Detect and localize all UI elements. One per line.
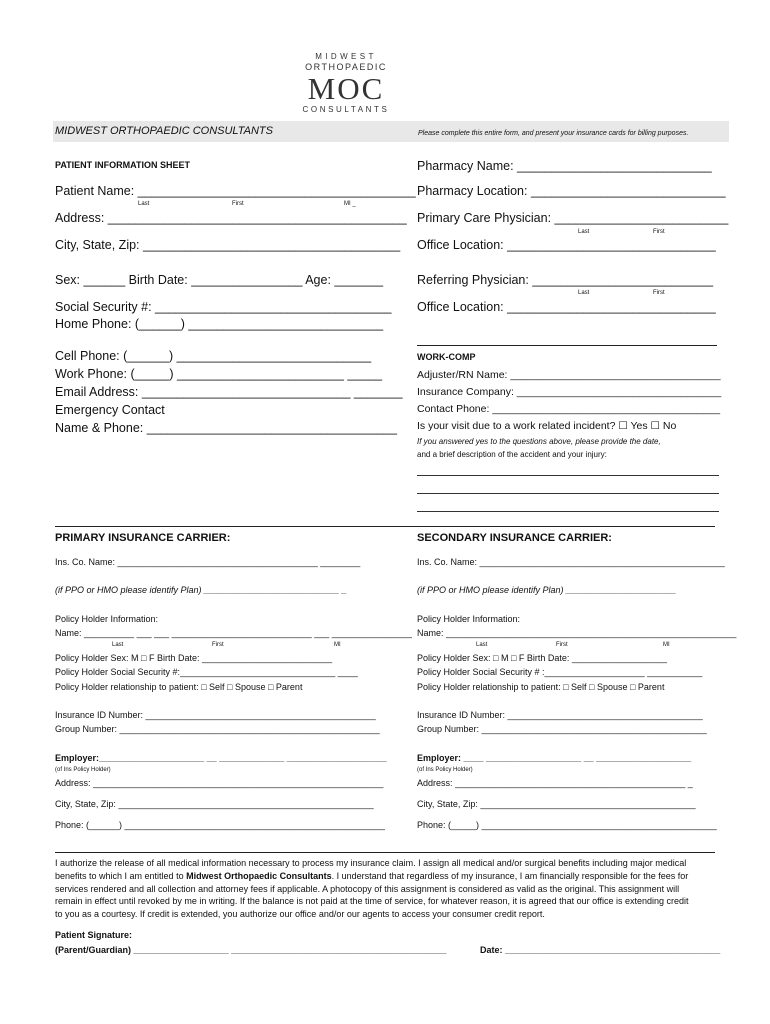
ssn-field[interactable]: Social Security #: __________________________________: [55, 300, 392, 314]
auth-line-5: to you as a courtesy. If credit is extended, you authorize our office and/or our agents to access your consumer credit report.: [55, 909, 545, 920]
primary-employer-field[interactable]: Employer:_____________________ __ _____________ ____________________: [55, 753, 387, 763]
ref-last-label: Last: [578, 290, 590, 296]
primary-ssn-field[interactable]: Policy Holder Social Security #:_______________________________ ____: [55, 667, 358, 677]
secondary-policy-info-label: Policy Holder Information:: [417, 614, 521, 624]
primary-phone-field[interactable]: Phone: (______) ____________________________________________________: [55, 820, 385, 830]
divider: [417, 345, 717, 346]
auth-org-name: Midwest Orthopaedic Consultants: [186, 870, 332, 881]
sex-birthdate-age-field[interactable]: Sex: ______ Birth Date: ________________ Age: _______: [55, 273, 384, 287]
secondary-group-field[interactable]: Group Number: _____________________________________________: [417, 724, 707, 734]
home-phone-field[interactable]: Home Phone: (______) ____________________________: [55, 317, 384, 331]
patient-signature-label: Patient Signature:: [55, 930, 133, 940]
ref-first-label: First: [653, 290, 665, 296]
auth-line-3: services rendered and all collection and attorney fees if applicable. A photocopy of this assignment is considered as valid as the original. This assignment will: [55, 883, 680, 894]
logo-line-1: MIDWEST: [315, 52, 377, 61]
secondary-ssn-field[interactable]: Policy Holder Social Security # :____________________ ___________: [417, 667, 703, 677]
pcp-first-label: First: [653, 229, 665, 235]
primary-relationship-field[interactable]: Policy Holder relationship to patient: □ Self □ Spouse □ Parent: [55, 682, 303, 692]
work-comp-note-2: and a brief description of the accident and your injury:: [417, 450, 607, 459]
primary-name-field[interactable]: Name: __________ ___ ___ ____________________________ ___ ________________: [55, 628, 412, 638]
patient-name-last-label: Last: [138, 201, 150, 207]
primary-care-physician-field[interactable]: Primary Care Physician: _________________________: [417, 211, 729, 225]
auth-line-2a: benefits to which I am entitled to: [55, 870, 187, 881]
contact-phone-field[interactable]: Contact Phone: _______________________________________: [417, 403, 721, 415]
cell-phone-field[interactable]: Cell Phone: (______) ____________________________: [55, 349, 372, 363]
work-comp-title: WORK-COMP: [417, 352, 476, 362]
work-comp-note-1: If you answered yes to the questions above, please provide the date,: [417, 437, 661, 446]
secondary-insurance-title: SECONDARY INSURANCE CARRIER:: [417, 532, 612, 544]
primary-plan-field[interactable]: (if PPO or HMO please identify Plan) ___________________________ _: [55, 585, 347, 595]
description-line-2[interactable]: [417, 493, 719, 494]
signature-date-field[interactable]: Date: ___________________________________________: [480, 945, 721, 955]
office-location-2-field[interactable]: Office Location: ______________________________: [417, 300, 716, 314]
secondary-of-holder-label: (of Ins Policy Holder): [417, 767, 473, 773]
primary-last-label: Last: [112, 642, 124, 648]
guardian-signature-field[interactable]: (Parent/Guardian) ___________________ ___________________________________________: [55, 945, 447, 955]
secondary-first-label: First: [556, 642, 568, 648]
primary-of-holder-label: (of Ins Policy Holder): [55, 767, 111, 773]
header-instructions: Please complete this entire form, and present your insurance cards for billing purposes.: [418, 130, 689, 137]
email-field[interactable]: Email Address: ______________________________ _______: [55, 385, 403, 399]
address-field[interactable]: Address: ___________________________________________: [55, 211, 407, 225]
primary-policy-info-label: Policy Holder Information:: [55, 614, 159, 624]
primary-first-label: First: [212, 642, 224, 648]
secondary-phone-field[interactable]: Phone: (_____) _______________________________________________: [417, 820, 717, 830]
section-divider: [55, 526, 715, 527]
primary-address-field[interactable]: Address: __________________________________________________________: [55, 778, 384, 788]
secondary-mi-label: MI: [663, 642, 670, 648]
primary-city-field[interactable]: City, State, Zip: ___________________________________________________: [55, 799, 374, 809]
auth-line-4: remain in effect until revoked by me in writing. If the balance is not paid at the time of service, for whatever reason, it is agreed that our office is extending credit: [55, 896, 689, 907]
patient-name-field[interactable]: Patient Name: ________________________________________: [55, 184, 416, 198]
logo-line-4: CONSULTANTS: [302, 105, 390, 114]
pharmacy-name-field[interactable]: Pharmacy Name: ____________________________: [417, 159, 712, 173]
description-line-1[interactable]: [417, 475, 719, 476]
auth-line-2: [55, 870, 723, 883]
work-phone-field[interactable]: Work Phone: (_____) ________________________ _____: [55, 367, 383, 381]
description-line-3[interactable]: [417, 511, 719, 512]
work-incident-question[interactable]: Is your visit due to a work related incident? ☐ Yes ☐ No: [417, 420, 677, 432]
primary-mi-label: MI: [334, 642, 341, 648]
secondary-name-field[interactable]: Name: __________________________________________________________: [417, 628, 737, 638]
secondary-ins-id-field[interactable]: Insurance ID Number: _______________________________________: [417, 710, 703, 720]
emergency-contact-label: Emergency Contact: [55, 403, 165, 417]
primary-group-field[interactable]: Group Number: ____________________________________________________: [55, 724, 380, 734]
authorization-paragraph: [55, 857, 723, 921]
primary-insurance-title: PRIMARY INSURANCE CARRIER:: [55, 532, 231, 544]
header-org-name: MIDWEST ORTHOPAEDIC CONSULTANTS: [55, 125, 273, 137]
secondary-sex-birth-field[interactable]: Policy Holder Sex: □ M □ F Birth Date: ___________________: [417, 653, 668, 663]
secondary-plan-field[interactable]: (if PPO or HMO please identify Plan) ______________________: [417, 585, 677, 595]
pharmacy-location-field[interactable]: Pharmacy Location: ____________________________: [417, 184, 726, 198]
primary-ins-id-field[interactable]: Insurance ID Number: ______________________________________________: [55, 710, 376, 720]
moc-logo: [300, 52, 392, 114]
secondary-address-field[interactable]: Address: ______________________________________________ _: [417, 778, 693, 788]
secondary-ins-co-field[interactable]: Ins. Co. Name: _________________________________________________: [417, 557, 725, 567]
authorization-divider: [55, 852, 715, 853]
referring-physician-field[interactable]: Referring Physician: __________________________: [417, 273, 714, 287]
patient-name-first-label: First: [232, 201, 244, 207]
adjuster-field[interactable]: Adjuster/RN Name: ____________________________________: [417, 369, 721, 381]
secondary-employer-field[interactable]: Employer: ____ ___________________ __ ___________________: [417, 753, 692, 763]
auth-line-1: I authorize the release of all medical information necessary to process my insurance claim. I assign all medical and/or surgical benefits including major medical: [55, 858, 687, 868]
pcp-last-label: Last: [578, 229, 590, 235]
secondary-last-label: Last: [476, 642, 488, 648]
primary-sex-birth-field[interactable]: Policy Holder Sex: M □ F Birth Date: __________________________: [55, 653, 333, 663]
primary-ins-co-field[interactable]: Ins. Co. Name: ________________________________________ ________: [55, 557, 361, 567]
patient-info-title: PATIENT INFORMATION SHEET: [55, 160, 190, 170]
office-location-1-field[interactable]: Office Location: ______________________________: [417, 238, 716, 252]
emergency-name-phone-field[interactable]: Name & Phone: ____________________________________: [55, 421, 397, 435]
auth-line-2c: . I understand that regardless of my insurance, I am financially responsible for the fees for: [331, 870, 689, 881]
secondary-relationship-field[interactable]: Policy Holder relationship to patient: □ Self □ Spouse □ Parent: [417, 682, 665, 692]
secondary-city-field[interactable]: City, State, Zip: ___________________________________________: [417, 799, 696, 809]
logo-line-3: MOC: [307, 71, 385, 106]
insurance-company-field[interactable]: Insurance Company: ___________________________________: [417, 386, 722, 398]
patient-name-mi-label: MI _: [344, 201, 356, 207]
logo-line-2: ORTHOPAEDIC: [305, 62, 387, 72]
city-state-zip-field[interactable]: City, State, Zip: _____________________________________: [55, 238, 401, 252]
